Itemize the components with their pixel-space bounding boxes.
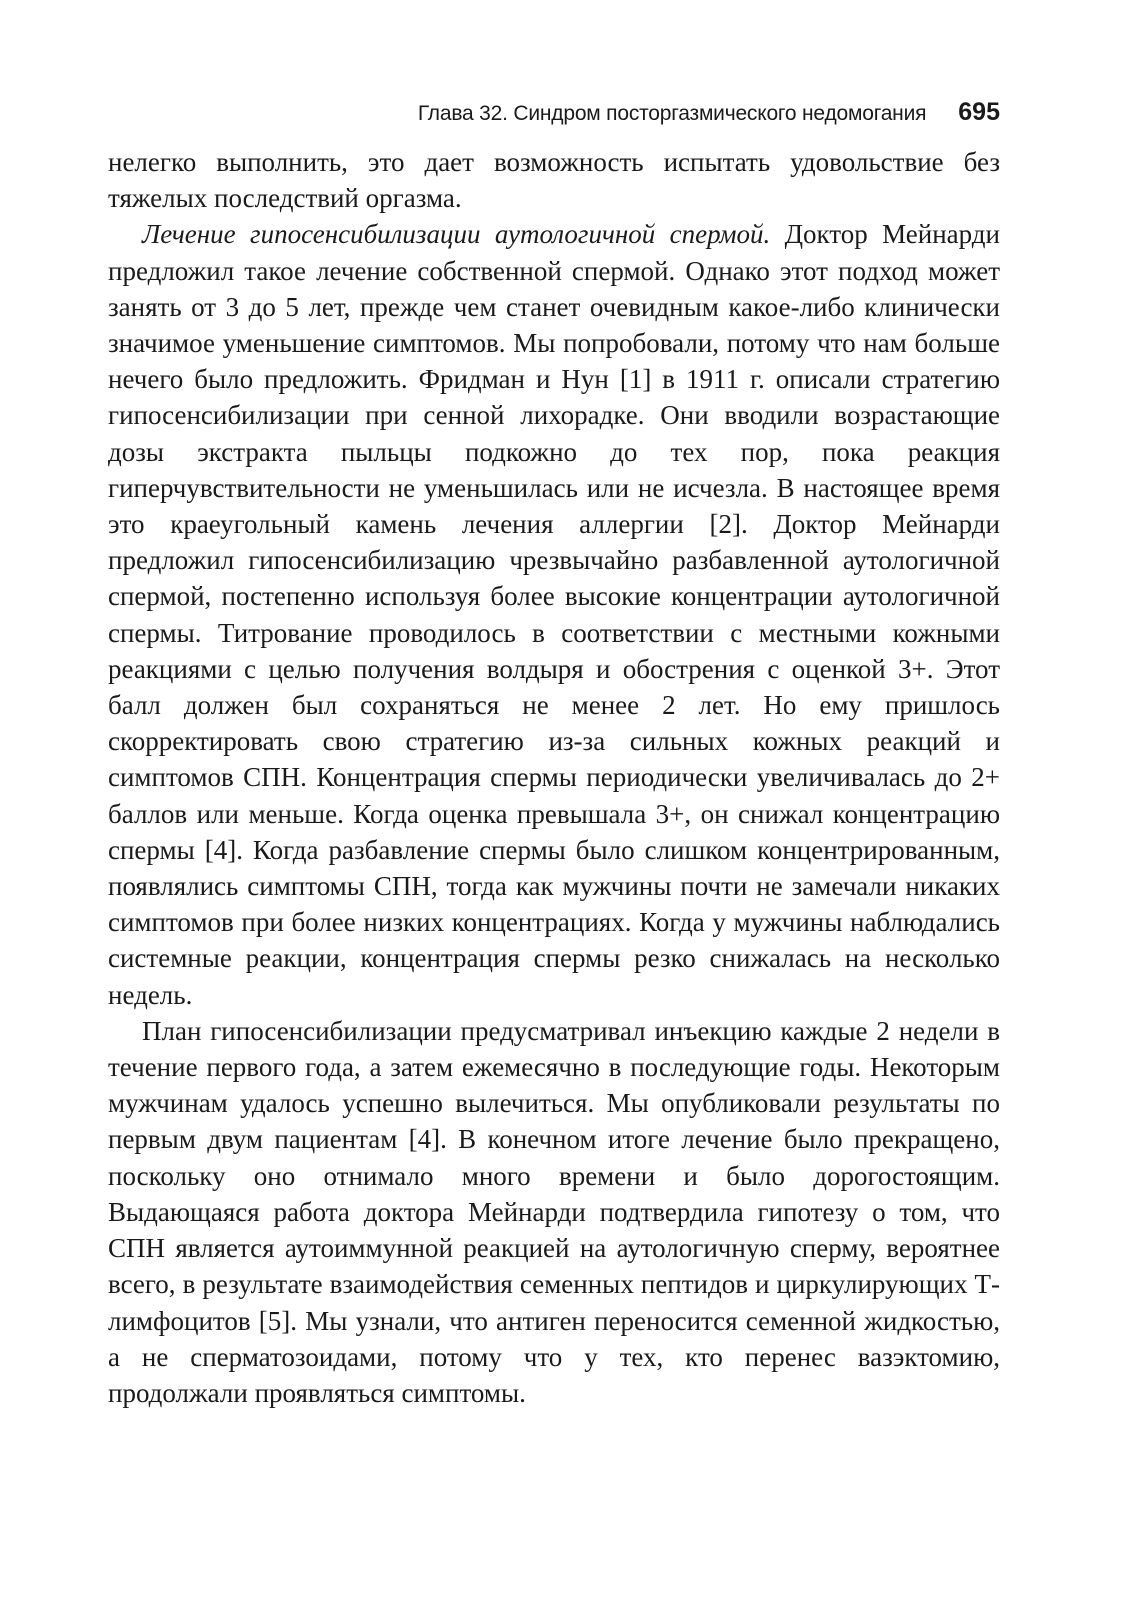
paragraph-lead-italic: Лечение гипосенсибилизации аутологичной спермой. <box>142 219 771 250</box>
paragraph-continuation <box>108 144 1000 216</box>
paragraph-treatment <box>108 216 1000 1012</box>
paragraph-text: нелегко выполнить, это дает возможность испытать удовольствие без тяжелых последствий оргазма. <box>108 147 1000 214</box>
body-text <box>108 144 1000 1411</box>
running-header <box>108 98 1000 144</box>
page-number: 695 <box>958 98 1000 126</box>
chapter-title: Глава 32. Синдром посторгазмического недомогания <box>417 102 927 125</box>
paragraph-plan <box>108 1013 1000 1411</box>
paragraph-text: План гипосенсибилизации предусматривал инъекцию каждые 2 недели в течение первого года, а затем ежемесячно в последующие годы. Некоторым мужчинам удалось успешно вылечиться. Мы опубликовали результаты по первым двум пациентам [4]. В конечном итоге лечение было прекращено, поскольку оно отнимало много времени и было дорогостоящим. Выдающаяся работа доктора Мейнарди подтвердила гипотезу о том, что СПН является аутоиммунной реакцией на аутологичную сперму, вероятнее всего, в результате взаимодействия семенных пептидов и циркулирующих Т-лимфоцитов [5]. Мы узнали, что антиген переносится семенной жидкостью, а не сперматозоидами, потому что у тех, кто перенес вазэктомию, продолжали проявляться симптомы. <box>108 1015 1000 1408</box>
paragraph-text: Доктор Мейнарди предложил такое лечение собственной спермой. Однако этот подход может занять от 3 до 5 лет, прежде чем станет очевидным какое-либо клинически значимое уменьшение симптомов. Мы попробовали, потому что нам больше нечего было предложить. Фридман и Нун [1] в 1911 г. описали стратегию гипосенсибилизации при сенной лихорадке. Они вводили возрастающие дозы экстракта пыльцы подкожно до тех пор, пока реакция гиперчувствительности не уменьшилась или не исчезла. В настоящее время это краеугольный камень лечения аллергии [2]. Доктор Мейнарди предложил гипосенсибилизацию чрезвычайно разбавленной аутологичной спермой, постепенно используя более высокие концентрации аутологичной спермы. Титрование проводилось в соответствии с местными кожными реакциями с целью получения волдыря и обострения с оценкой 3+. Этот балл должен был сохраняться не менее 2 лет. Но ему пришлось скорректировать свою стратегию из-за сильных кожных реакций и симптомов СПН. Концентрация спермы периодически увеличивалась до 2+ баллов или меньше. Когда оценка превышала 3+, он снижал концентрацию спермы [4]. Когда разбавление спермы было слишком концентрированным, появлялись симптомы СПН, тогда как мужчины почти не замечали никаких симптомов при более низких концентрациях. Когда у мужчины наблюдались системные реакции, концентрация спермы резко снижалась на несколько недель. <box>108 219 1000 1010</box>
book-page <box>108 98 1000 1411</box>
